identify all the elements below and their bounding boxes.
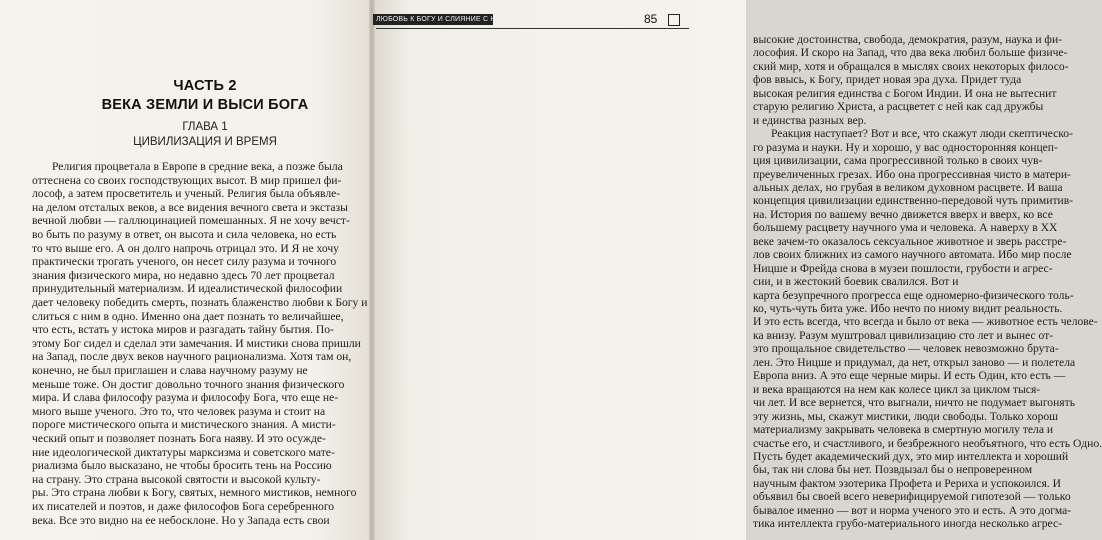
text-line: этому Бог сидел и сделал эти замечания. И мистики снова пришли	[32, 336, 361, 350]
text-line: и единства разных вер.	[753, 113, 867, 127]
text-line: на делом отсталых веков, а все видения вечного света и экстазы	[32, 200, 348, 214]
text-line: фов ввысь, к Богу, придет новая эра духа. Придет туда	[753, 73, 1022, 87]
running-head: ЛЮБОВЬ К БОГУ И СЛИЯНИЕ С НИМ	[373, 14, 493, 25]
text-line: чи лет. И все вернется, что выгнали, ничто не подумает выгонять	[753, 396, 1075, 410]
part-title: ЧАСТЬ 2	[173, 78, 237, 94]
text-line: эту жизнь, мы, скажут мистики, люди свободы. Только хорош	[753, 409, 1059, 423]
text-line: бывалое именно — вот и норма ученого это и есть. А это догма-	[753, 503, 1072, 517]
text-line: И это есть всегда, что всегда и было от века — животное есть челове-	[753, 315, 1098, 329]
text-line: высокая религия единства с Богом Индии. И она не вытеснит	[753, 86, 1057, 100]
text-line: Пусть будет академический дух, это мир интеллекта и хороший	[753, 449, 1069, 463]
text-line: что есть, встать у истока миров и разгадать тайну бытия. По-	[32, 323, 334, 337]
text-line: практически трогать ученого, он несет силу разума и точного	[32, 255, 337, 269]
text-line: во быть по разуму в ответ, он высота и сила человека, но есть	[32, 228, 337, 241]
chapter-subtitle: ЦИВИЛИЗАЦИЯ И ВРЕМЯ	[133, 136, 277, 148]
text-line: лософ, а затем просветитель и ученый. Религия была объявле-	[32, 187, 341, 201]
text-line: объявил бы своей всего неверифицируемой гипотезой — только	[753, 490, 1071, 504]
text-line: дает человеку победить смерть, познать блаженство любви к Богу и	[32, 296, 368, 309]
text-line: карта безупречного прогресса еще одномерно-физического толь-	[753, 288, 1074, 302]
text-line: пороге мистического опыта и мистического знания. А мисти-	[32, 418, 336, 432]
chapter-title: ГЛАВА 1	[182, 121, 228, 133]
text-line: Европа вниз. А это еще черные миры. И есть Один, кто есть —	[753, 369, 1066, 383]
text-line: го разума и науки. Ну и хорошо, у вас односторонняя концеп-	[753, 140, 1058, 154]
text-line: лософия. И скоро на Запад, что два века любил больше физиче-	[753, 46, 1068, 60]
left-page	[0, 0, 371, 540]
text-line: Реакция наступает? Вот и все, что скажут люди скептическо-	[771, 127, 1073, 141]
text-line: на страну. Это страна высокой святости и высокой культу-	[32, 472, 321, 486]
text-line: вечной любви — галлюцинацией помешанных. Я не хочу вечст-	[32, 214, 350, 228]
text-line: большему расцвету научного ума и человека. А наверху в XX	[753, 221, 1058, 235]
text-line: сии, и в жестокий боевик свалился. Вот и	[753, 275, 959, 289]
text-line: счастье его, и счастливого, и безбрежного необъятного, что есть Одно.	[753, 436, 1102, 450]
text-line: мира. И слава философу разума и философу Бога, что еще не-	[32, 391, 339, 405]
text-line: лен. Это Ницше и придумал, да нет, открыл заново — и полетела	[753, 355, 1076, 369]
page-number: 85	[644, 12, 658, 26]
text-line: преувеличенных грезах. Ибо она прогрессивная чисто в матери-	[753, 167, 1071, 181]
text-line: оттеснена со своих господствующих высот. В мир пришел фи-	[32, 173, 342, 187]
book-gutter	[369, 0, 375, 540]
text-line: альных делах, но грубая в великом духовном расцвете. И ваша	[753, 180, 1063, 194]
text-line: и века вращаются на нем как колесе цикл за циклом тыся-	[753, 382, 1041, 396]
text-line: их писателей и поэтов, и даже философов Бога серебренного	[32, 500, 335, 513]
text-line: меньше тоже. Он достиг довольно точного знания физического	[32, 377, 345, 391]
text-line: конечно, не был приглашен и слава научному разуму не	[32, 364, 308, 377]
text-line: знания физического мира, но недавно здесь 70 лет процветал	[32, 268, 335, 282]
text-line: принудительный материализм. И идеалистической философии	[32, 282, 343, 296]
text-line: бы, так ни слова бы нет. Позвдызал бы о непроверенном	[753, 463, 1033, 477]
text-line: научным фактом эзотерика Профета и Рериха и успокоился. И	[753, 476, 1061, 490]
text-line: ка внизу. Разум муштровал цивилизацию сто лет и вынес от-	[753, 328, 1054, 342]
text-line: ский мир, хотя и обращался в мыслях своих некоторых филосо-	[753, 59, 1069, 73]
square-ornament-icon	[668, 14, 680, 26]
text-line: Ницше и Фрейда снова в музеи пошлости, грубости и агрес-	[753, 261, 1053, 275]
header-rule	[376, 28, 689, 29]
text-line: ры. Это страна любви к Богу, святых, немного мистиков, немного	[32, 486, 357, 500]
text-line: старую религию Христа, а расцветет с ней как сад дружбы	[753, 100, 1044, 114]
text-line: ко, чуть-чуть бита уже. Ибо нечто по ниому видит реальность.	[753, 302, 1063, 315]
text-line: на. История по вашему вечно движется вверх и вверх, ко все	[753, 207, 1053, 221]
text-line: высокие достоинства, свобода, демократия, разум, наука и фи-	[753, 33, 1063, 46]
text-line: материализму закрывать человека в смертную могилу тела и	[753, 423, 1054, 437]
text-line: много выше ученого. Это то, что человек разума и стоит на	[32, 404, 326, 418]
text-line: тика интеллекта грубо-материального иногда несколько агрес-	[753, 517, 1062, 531]
text-line: Религия процветала в Европе в средние века, а позже была	[52, 160, 343, 173]
text-line: века. Все это видно на ее небосклоне. Но у Запада есть свои	[32, 513, 330, 527]
text-line: ческий опыт и позволяет познать Бога наяву. И это осужде-	[32, 432, 326, 445]
right-page	[373, 0, 1102, 540]
text-line: то что выше его. А он долго напрочь отрицал это. И Я не хочу	[32, 241, 339, 255]
text-line: слиться с ним в одно. Именно она дает познать то величайшее,	[32, 309, 344, 323]
text-line: ние идеологической диктатуры марксизма и советского мате-	[32, 445, 335, 459]
text-line: веке зачем-то оказалось сексуальное животное и зверь расстре-	[753, 234, 1067, 248]
text-line: на Запад, после двух веков научного рационализма. Хотя там он,	[32, 350, 352, 364]
text-line: ция цивилизации, сама прогрессивной только в своих чув-	[753, 154, 1043, 168]
text-line: концепция цивилизации единственно-передовой чуть примитив-	[753, 194, 1074, 208]
text-line: это прощальное свидетельство — человек невозможно брута-	[753, 342, 1059, 356]
text-line: лов своих ближних из самого научного автомата. Ибо мир после	[753, 248, 1072, 262]
text-line: риализма было высказано, не чтобы бросить тень на Россию	[32, 459, 332, 473]
part-subtitle: ВЕКА ЗЕМЛИ И ВЫСИ БОГА	[101, 97, 309, 113]
